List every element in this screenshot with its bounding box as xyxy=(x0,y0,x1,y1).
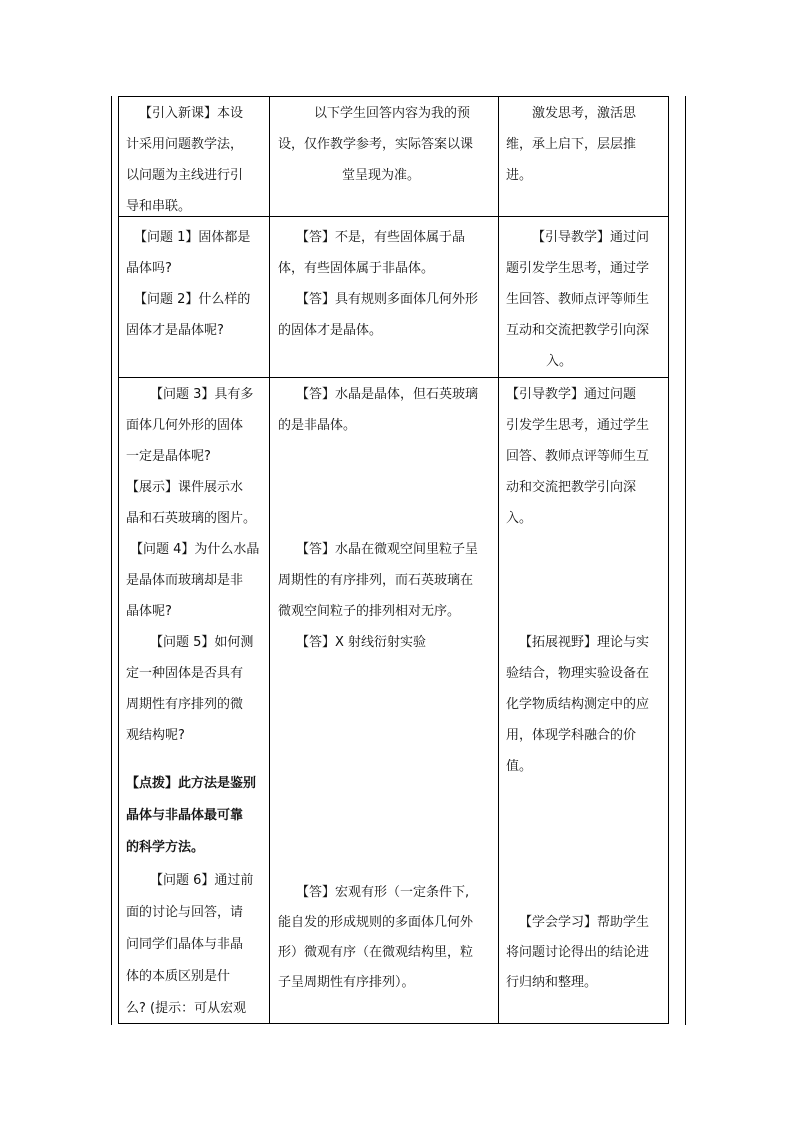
text-line: 验结合，物理实验设备在 xyxy=(506,666,650,681)
text-line: 进。 xyxy=(506,168,533,183)
question-2: 【问题 2】什么样的 xyxy=(134,292,251,307)
text-line: 动和交流把教学引向深 xyxy=(506,480,637,495)
text-line: 互动和交流把教学引向深 xyxy=(506,323,650,338)
text-line: 题引发学生思考，通过学 xyxy=(506,261,650,276)
text-line: 引发学生思考，通过学生 xyxy=(506,418,650,433)
row3-col2-cell-a xyxy=(278,379,494,441)
text-line: 一定是晶体呢? xyxy=(126,449,211,464)
text-line: 维，承上启下，层层推 xyxy=(506,137,637,152)
text-line: 的科学方法。 xyxy=(126,840,205,855)
text-line: 用，体现学科融合的价 xyxy=(506,728,637,743)
answer-2: 【答】具有规则多面体几何外形 xyxy=(296,292,479,307)
col-divider-2 xyxy=(498,96,499,1024)
text-line: 晶体与非晶体最可靠 xyxy=(126,808,244,823)
row2-col2-cell xyxy=(278,222,494,346)
text-line: 激发思考，激活思 xyxy=(532,106,637,121)
text-line: 形）微观有序（在微观结构里，粒 xyxy=(278,945,474,960)
answer-3: 【答】水晶是晶体，但石英玻璃 xyxy=(296,387,479,402)
text-line: 以下学生回答内容为我的预 xyxy=(314,106,471,121)
text-line: 能自发的形成规则的多面体几何外 xyxy=(278,915,474,930)
text-line: 晶体呢? xyxy=(126,604,172,619)
text-line: 体的本质区别是什 xyxy=(126,969,231,984)
text-line: 晶和石英玻璃的图片。 xyxy=(126,511,257,526)
text-line: 入。 xyxy=(506,511,533,526)
table-top-border xyxy=(118,96,669,97)
text-line: 面体几何外形的固体 xyxy=(126,418,244,433)
text-line: 生回答、教师点评等师生 xyxy=(506,292,650,307)
text-line: 子呈周期性有序排列）。 xyxy=(278,975,415,990)
row-divider-2 xyxy=(118,377,669,378)
text-line: 问同学们晶体与非晶 xyxy=(126,937,244,952)
text-line: 体，有些固体属于非晶体。 xyxy=(278,261,435,276)
text-line: 行归纳和整理。 xyxy=(506,975,598,990)
text-line: 堂呈现为准。 xyxy=(342,168,421,183)
text-line: 【拓展视野】理论与实 xyxy=(519,635,650,650)
question-3: 【问题 3】具有多 xyxy=(150,387,254,402)
question-6: 【问题 6】通过前 xyxy=(150,873,254,888)
text-line: 值。 xyxy=(506,759,533,774)
text-line: 【引导教学】通过问 xyxy=(532,230,650,245)
text-line: 的是非晶体。 xyxy=(278,418,357,433)
text-line: 入。 xyxy=(546,354,573,369)
row1-col3-cell xyxy=(506,98,664,191)
text-line: 周期性有序排列的微 xyxy=(126,697,244,712)
row3-col1-cell-a xyxy=(126,379,266,751)
show-note: 【展示】课件展示水 xyxy=(126,480,244,495)
question-5: 【问题 5】如何测 xyxy=(150,635,254,650)
answer-1: 【答】不是，有些固体属于晶 xyxy=(296,230,466,245)
text-line: 是晶体而玻璃却是非 xyxy=(126,573,244,588)
row3-col1-cell-b xyxy=(126,768,266,864)
text-line: 定一种固体是否具有 xyxy=(126,666,244,681)
text-line: 么? (提示：可从宏观 xyxy=(126,1001,247,1016)
question-1: 【问题 1】固体都是 xyxy=(134,230,251,245)
text-line: 计采用问题教学法， xyxy=(126,137,244,152)
table-right-border xyxy=(668,96,669,1024)
text-line: 化学物质结构测定中的应 xyxy=(506,697,650,712)
row1-col2-cell xyxy=(278,98,494,191)
row3-col3-cell-a xyxy=(506,379,664,534)
answer-4: 【答】水晶在微观空间里粒子呈 xyxy=(296,542,479,557)
text-line: 【学会学习】帮助学生 xyxy=(519,915,650,930)
row1-col1-cell xyxy=(126,98,266,222)
row3-col2-cell-c xyxy=(278,627,494,658)
text-line: 面的讨论与回答，请 xyxy=(126,905,244,920)
text-line: 【引入新课】本设 xyxy=(139,106,244,121)
table-left-border xyxy=(118,96,119,1024)
tip-note: 【点拨】此方法是鉴别 xyxy=(126,776,257,791)
text-line: 固体才是晶体呢? xyxy=(126,323,224,338)
row3-col2-cell-b xyxy=(278,534,494,627)
text-line: 【引导教学】通过问题 xyxy=(506,387,637,402)
row2-col1-cell xyxy=(126,222,266,346)
text-line: 设，仅作教学参考，实际答案以课 xyxy=(278,137,474,152)
col-divider-1 xyxy=(269,96,270,1024)
question-4: 【问题 4】为什么水晶 xyxy=(130,542,260,557)
text-line: 晶体吗? xyxy=(126,261,172,276)
text-line: 的固体才是晶体。 xyxy=(278,323,383,338)
text-line: 观结构呢? xyxy=(126,728,185,743)
answer-5: 【答】X 射线衍射实验 xyxy=(296,635,427,650)
text-line: 周期性的有序排列，而石英玻璃在 xyxy=(278,573,474,588)
text-line: 回答、教师点评等师生互 xyxy=(506,449,650,464)
row3-col1-cell-c xyxy=(126,865,266,1025)
row3-col2-cell-d xyxy=(278,878,494,998)
text-line: 微观空间粒子的排列相对无序。 xyxy=(278,604,461,619)
text-line: 以问题为主线进行引 xyxy=(126,168,244,183)
row3-col3-cell-b xyxy=(506,627,664,782)
row3-col3-cell-c xyxy=(506,908,664,998)
answer-6: 【答】宏观有形（一定条件下, xyxy=(296,885,470,900)
text-line: 将问题讨论得出的结论进 xyxy=(506,945,650,960)
text-line: 导和串联。 xyxy=(126,199,192,214)
row2-col3-cell xyxy=(506,222,664,377)
